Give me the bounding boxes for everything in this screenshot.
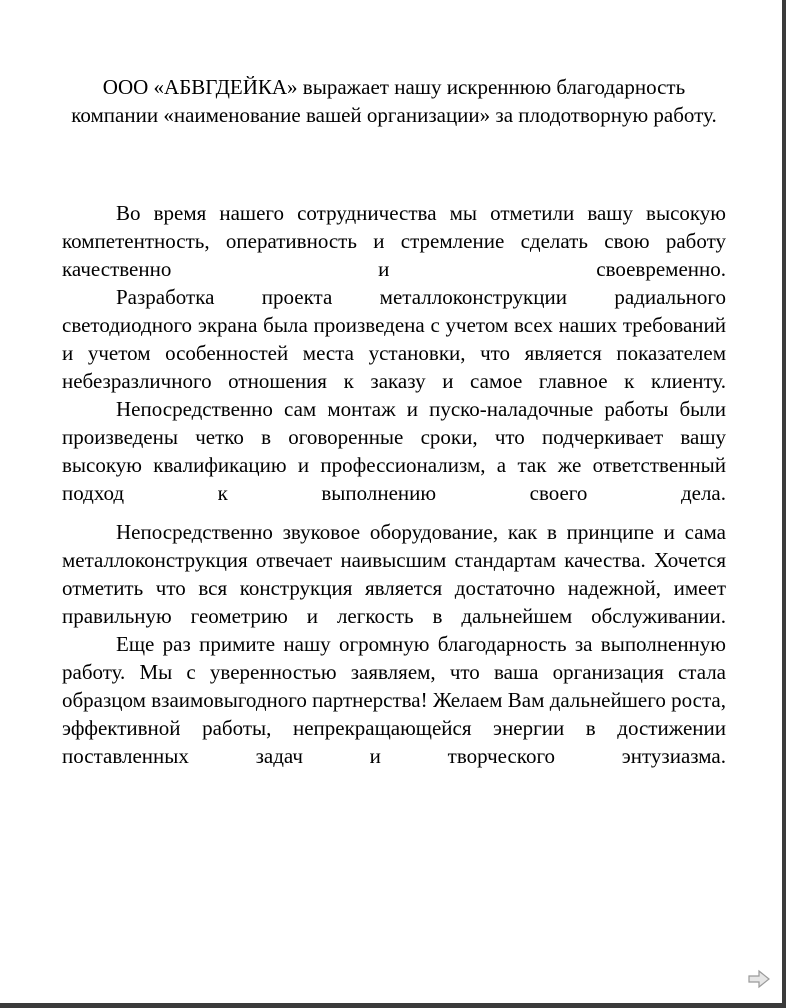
paragraph-4: Непосредственно звуковое оборудование, как в принципе и сама металлоконструкция отвечает наивысшим стандартам качества. Хочется отметить что вся конструкция является достаточно надежной, имеет правильную геометрию и легкость в дальнейшем обслуживании.: [62, 520, 726, 628]
page-shadow-right: [782, 0, 786, 1008]
letter-header: ООО «АБВГДЕЙКА» выражает нашу искреннюю благодарность компании «наименование вашей организации» за плодотворную работу.: [71, 75, 717, 127]
paragraph-5: Еще раз примите нашу огромную благодарность за выполненную работу. Мы с уверенностью заявляем, что ваша организация стала образцом взаимовыгодного партнерства! Желаем Вам дальнейшего роста, эффективной работы, непрекращающейся энергии в достижении поставленных задач и творческого энтузиазма.: [62, 632, 726, 768]
paragraph-1: Во время нашего сотрудничества мы отметили вашу высокую компетентность, оперативность и стремление сделать свою работу качественно и своевременно.: [62, 201, 726, 281]
paragraph-2: Разработка проекта металлоконструкции радиального светодиодного экрана была произведена с учетом всех наших требований и учетом особенностей места установки, что является показателем небезразличного отношения к заказу и самое главное к клиенту.: [62, 285, 726, 393]
page-shadow-bottom: [0, 1003, 786, 1008]
letter-body: [62, 199, 726, 770]
next-page-arrow-icon[interactable]: [748, 969, 770, 989]
paragraph-3: Непосредственно сам монтаж и пуско-наладочные работы были произведены четко в оговоренные сроки, что подчеркивает вашу высокую квалификацию и профессионализм, а так же ответственный подход к выполнению своего дела.: [62, 397, 726, 505]
